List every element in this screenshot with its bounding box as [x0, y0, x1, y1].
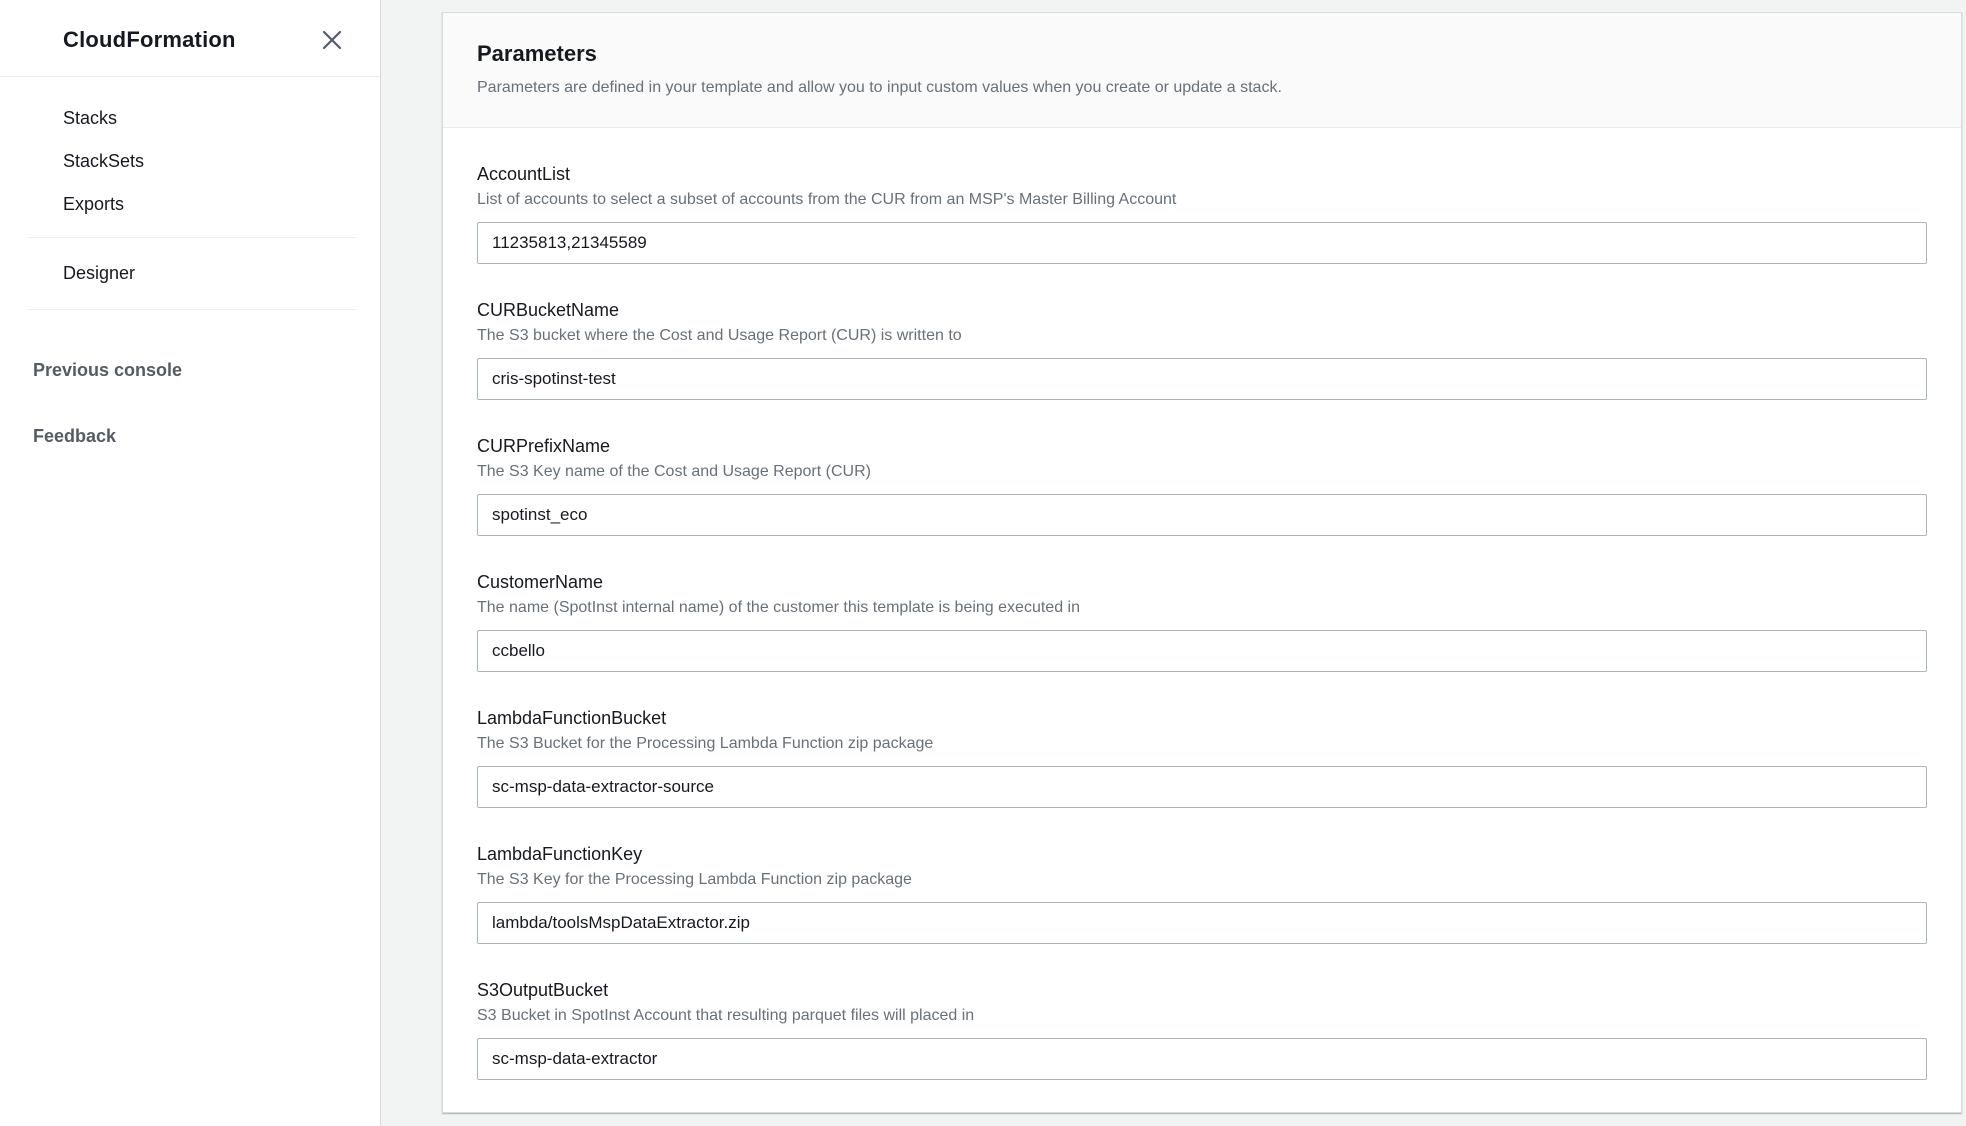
- accountlist-input[interactable]: [477, 222, 1927, 264]
- field-lambdafunctionbucket: [477, 706, 1927, 808]
- sidebar-title: CloudFormation: [63, 27, 236, 52]
- sidebar: [0, 0, 381, 1126]
- field-lambdafunctionkey: [477, 842, 1927, 944]
- field-accountlist: [477, 162, 1927, 264]
- panel-description: Parameters are defined in your template and allow you to input custom values when you create or update a stack.: [477, 79, 1282, 96]
- field-s3outputbucket: [477, 978, 1927, 1080]
- field-label: AccountList: [477, 164, 571, 184]
- sidebar-tools-section: [0, 238, 380, 309]
- curbucketname-input[interactable]: [477, 358, 1927, 400]
- sidebar-footer: [0, 310, 380, 458]
- field-label: S3OutputBucket: [477, 980, 609, 1000]
- previous-console-link[interactable]: Previous console: [33, 360, 183, 380]
- main-content: [382, 0, 1966, 1126]
- field-customername: [477, 570, 1927, 672]
- field-curbucketname: [477, 298, 1927, 400]
- field-label: CURPrefixName: [477, 436, 611, 456]
- close-icon: [321, 29, 343, 51]
- feedback-link[interactable]: Feedback: [33, 426, 117, 446]
- field-description: The name (SpotInst internal name) of the customer this template is being executed in: [477, 599, 1080, 616]
- field-description: List of accounts to select a subset of accounts from the CUR from an MSP's Master Billing Account: [477, 191, 1177, 208]
- field-description: The S3 bucket where the Cost and Usage Report (CUR) is written to: [477, 327, 962, 344]
- field-label: CustomerName: [477, 572, 604, 592]
- customername-input[interactable]: [477, 630, 1927, 672]
- parameters-panel: [442, 12, 1962, 1113]
- field-label: CURBucketName: [477, 300, 620, 320]
- sidebar-nav-section: [0, 77, 380, 237]
- field-curprefixname: [477, 434, 1927, 536]
- s3outputbucket-input[interactable]: [477, 1038, 1927, 1080]
- page-title: Parameters: [477, 41, 597, 66]
- sidebar-item-stacksets[interactable]: StackSets: [63, 151, 145, 171]
- sidebar-item-stacks[interactable]: Stacks: [63, 108, 118, 128]
- curprefixname-input[interactable]: [477, 494, 1927, 536]
- parameters-panel-body: [443, 128, 1961, 1112]
- field-description: The S3 Key name of the Cost and Usage Report (CUR): [477, 463, 871, 480]
- sidebar-item-designer[interactable]: Designer: [63, 263, 136, 283]
- sidebar-header: [0, 0, 380, 76]
- sidebar-item-exports[interactable]: Exports: [63, 194, 125, 214]
- lambdafunctionkey-input[interactable]: [477, 902, 1927, 944]
- lambdafunctionbucket-input[interactable]: [477, 766, 1927, 808]
- close-sidebar-button[interactable]: [318, 26, 346, 54]
- field-description: The S3 Key for the Processing Lambda Function zip package: [477, 871, 912, 888]
- parameters-panel-header: [443, 13, 1961, 128]
- field-label: LambdaFunctionKey: [477, 844, 643, 864]
- field-description: The S3 Bucket for the Processing Lambda Function zip package: [477, 735, 934, 752]
- field-label: LambdaFunctionBucket: [477, 708, 667, 728]
- field-description: S3 Bucket in SpotInst Account that resulting parquet files will placed in: [477, 1007, 975, 1024]
